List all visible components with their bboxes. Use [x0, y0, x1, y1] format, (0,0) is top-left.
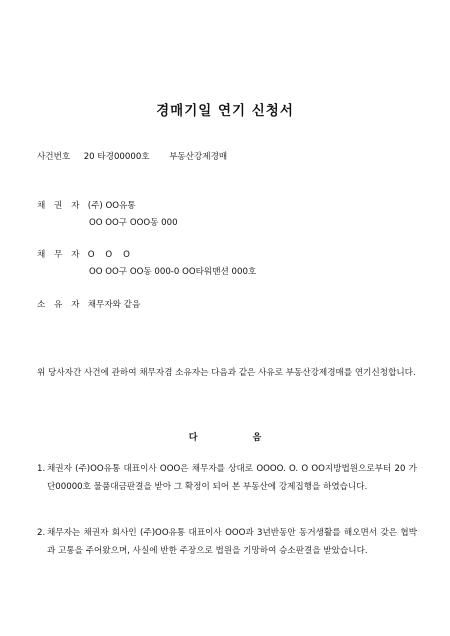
list-item [37, 460, 417, 496]
item-number: 2. [37, 528, 46, 538]
case-type: 부동산강제경매 [169, 152, 228, 162]
item-number: 1. [37, 464, 46, 474]
debtor-address: OO OO구 OO동 000-0 OO타워맨션 000호 [89, 267, 257, 277]
creditor-line [37, 201, 136, 212]
owner-label: 소 유 자 [37, 300, 83, 310]
owner-line [37, 300, 140, 311]
item-text: 채권자 (주)OO유통 대표이사 OOO은 채무자를 상대로 OOOO. O. O OO지방법원으로부터 20 가단00000호 물품대금판결을 받아 그 확정이 되어 본 부동산에 강제집행을 하였습니다. [47, 464, 417, 492]
case-number-line [37, 152, 227, 163]
heading-char-1: 다 [188, 433, 198, 443]
document-title: 경매기일 연기 신청서 [156, 103, 294, 119]
debtor-name: O O O [87, 250, 130, 260]
item-text: 채무자는 채권자 회사인 (주)OO유통 대표이사 OOO과 3년반동안 동거생활를 해오면서 갖은 협박과 고통을 주어왔으며, 사실에 반한 주장으로 법원을 기망하여 승소판결을 받았습니다. [47, 528, 417, 556]
creditor-label: 채 권 자 [37, 201, 83, 211]
case-number-value: 20 타경00000호 [83, 152, 150, 162]
intro-paragraph: 위 당사자간 사건에 관하여 채무자겸 소유자는 다음과 같은 사유로 부동산강제경매를 연기신청합니다. [37, 368, 416, 378]
section-heading [0, 430, 450, 443]
list-item [37, 524, 417, 560]
debtor-label: 채 무 자 [37, 250, 83, 260]
heading-char-2: 음 [252, 433, 262, 443]
creditor-name: (주) OO유통 [87, 201, 136, 211]
owner-value: 채무자와 같음 [87, 300, 141, 310]
debtor-line [37, 250, 130, 261]
case-number-label: 사건번호 [37, 152, 71, 162]
creditor-address: OO OO구 OOO동 000 [89, 218, 178, 228]
